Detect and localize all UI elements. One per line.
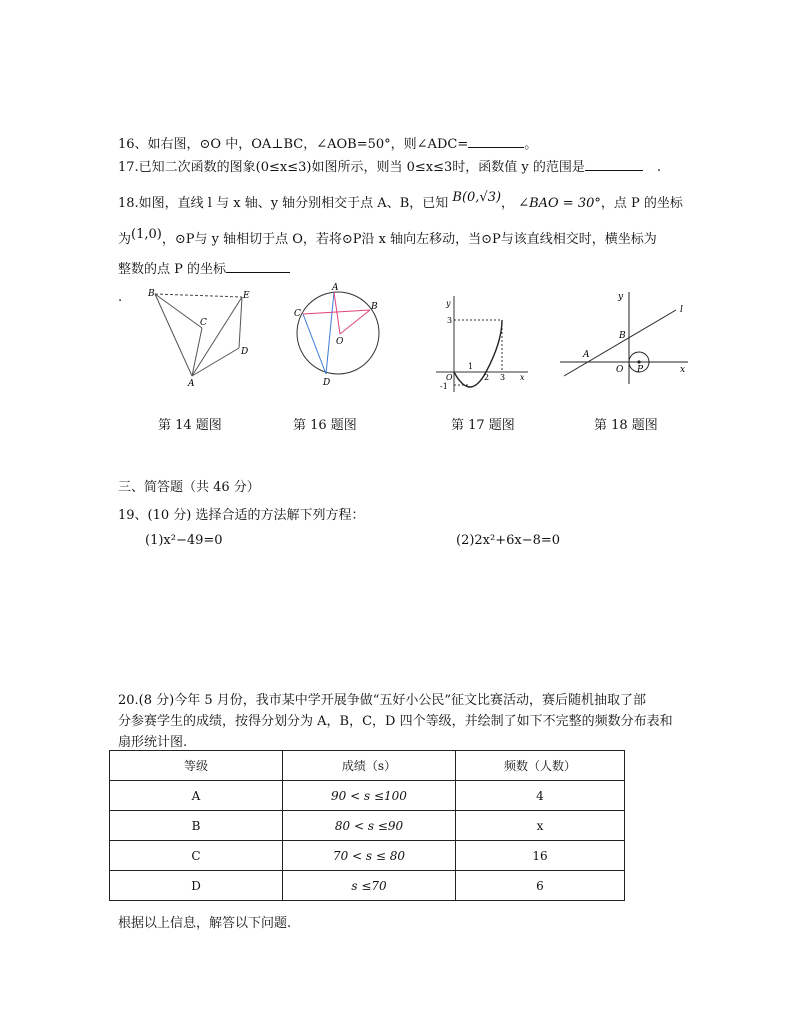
question-18-line3 bbox=[118, 259, 290, 279]
figure-14 bbox=[140, 284, 260, 388]
fig16-circle bbox=[297, 292, 379, 374]
table-row bbox=[110, 811, 625, 841]
table-row bbox=[110, 871, 625, 901]
q18-answer-blank[interactable] bbox=[226, 259, 290, 273]
table-header: 等级 bbox=[110, 751, 283, 781]
fig17-caption: 第 17 题图 bbox=[451, 418, 515, 433]
q19-title: 19、(10 分) 选择合适的方法解下列方程： bbox=[118, 508, 365, 523]
fig14-ba bbox=[155, 294, 192, 376]
q18-b-point: B(0,√3) bbox=[452, 190, 502, 205]
fig16-bo bbox=[340, 310, 370, 334]
fig16-ad bbox=[326, 292, 334, 374]
fig18-caption: 第 18 题图 bbox=[594, 418, 658, 433]
table-cell: s ≤70 bbox=[283, 871, 456, 901]
fig17-label-2: 2 bbox=[484, 373, 490, 382]
fig14-label-c: C bbox=[200, 318, 207, 328]
fig14-bc bbox=[155, 294, 202, 328]
table-row bbox=[110, 841, 625, 871]
fig14-ea bbox=[192, 297, 242, 376]
fig14-label-a: A bbox=[188, 379, 195, 388]
fig18-label-y: y bbox=[618, 292, 624, 302]
table-cell: 16 bbox=[456, 841, 625, 871]
table-cell: 80 < s ≤90 bbox=[283, 811, 456, 841]
question-16 bbox=[118, 134, 537, 154]
figure-16 bbox=[290, 282, 386, 392]
fig16-label-b: B bbox=[371, 302, 378, 312]
fig16-label-c: C bbox=[294, 309, 301, 319]
fig18-label-l: l bbox=[680, 305, 683, 315]
table-cell: 6 bbox=[456, 871, 625, 901]
fig17-label-x: x bbox=[520, 373, 525, 382]
q18-angle: ∠BAO = 30° bbox=[518, 196, 601, 211]
q18-text-e: 整数的点 P 的坐标 bbox=[118, 262, 227, 277]
q16-text: 16、如右图，⊙O 中，OA⊥BC，∠AOB=50°，则∠ADC= bbox=[118, 137, 469, 152]
fig16-cd bbox=[303, 314, 326, 374]
q16-end: 。 bbox=[524, 137, 538, 152]
fig16-ao bbox=[334, 292, 340, 334]
q17-answer-blank[interactable] bbox=[585, 157, 643, 171]
q16-answer-blank[interactable] bbox=[468, 134, 524, 148]
fig17-label-3x: 3 bbox=[500, 373, 506, 382]
q18-text-b: ，点 P 的坐标 bbox=[600, 196, 683, 211]
question-18-line1: 18.如图，直线 l 与 x 轴、y 轴分别相交于点 A、B，已知 B(0,√3)， ∠BAO = 30°，点 P 的坐标 bbox=[118, 190, 683, 211]
q18-text-c: 为 bbox=[118, 232, 132, 247]
table-cell: 90 < s ≤100 bbox=[283, 781, 456, 811]
q18-text-a: 18.如图，直线 l 与 x 轴、y 轴分别相交于点 A、B，已知 bbox=[118, 196, 449, 211]
fig14-label-b: B bbox=[148, 289, 155, 299]
q20-line2: 分参赛学生的成绩，按得分划分为 A，B，C，D 四个等级，并绘制了如下不完整的频数分布表和 bbox=[118, 714, 673, 729]
table-header-row bbox=[110, 751, 625, 781]
fig17-label-3y: 3 bbox=[447, 316, 453, 325]
fig14-label-d: D bbox=[241, 347, 249, 357]
fig18-label-o: O bbox=[616, 365, 624, 375]
q20-after: 根据以上信息，解答以下问题. bbox=[118, 916, 292, 931]
fig14-da bbox=[192, 348, 239, 376]
fig18-label-p: P bbox=[637, 365, 644, 375]
fig17-label-neg1: -1 bbox=[440, 382, 448, 391]
fig16-label-a: A bbox=[332, 283, 339, 293]
fig18-point-p bbox=[637, 360, 640, 363]
q17-end: . bbox=[656, 160, 662, 175]
fig16-label-d: D bbox=[323, 378, 331, 388]
q19-part1: (1)x²−49=0 bbox=[145, 533, 223, 548]
table-header: 成绩（s） bbox=[283, 751, 456, 781]
figure-17 bbox=[432, 296, 532, 396]
table-cell: B bbox=[110, 811, 283, 841]
fig17-label-y: y bbox=[446, 299, 451, 308]
fig14-label-e: E bbox=[243, 291, 250, 301]
fig14-be-dashed bbox=[155, 294, 242, 297]
table-row bbox=[110, 781, 625, 811]
question-17 bbox=[118, 157, 661, 177]
fig18-label-b: B bbox=[619, 331, 626, 341]
table-cell: C bbox=[110, 841, 283, 871]
fig16-caption: 第 16 题图 bbox=[293, 418, 357, 433]
table-cell: D bbox=[110, 871, 283, 901]
table-header: 频数（人数） bbox=[456, 751, 625, 781]
fig16-label-o: O bbox=[336, 337, 344, 347]
table-cell: A bbox=[110, 781, 283, 811]
table-cell: 4 bbox=[456, 781, 625, 811]
fig14-ed bbox=[239, 297, 242, 348]
fig17-label-1: 1 bbox=[468, 362, 474, 371]
frequency-table bbox=[109, 750, 625, 901]
q18-text-d: ，⊙P与 y 轴相切于点 O，若将⊙P沿 x 轴向左移动，当⊙P与该直线相交时，横坐标为 bbox=[161, 232, 657, 247]
fig17-label-o: O bbox=[446, 373, 453, 382]
q18-dot: . bbox=[118, 290, 123, 305]
q20-line1: 20.(8 分)今年 5 月份，我市某中学开展争做“五好小公民”征文比赛活动，赛后随机抽取了部 bbox=[118, 693, 647, 708]
question-18-line2 bbox=[118, 227, 657, 249]
section-3-title: 三、简答题（共 46 分） bbox=[118, 480, 260, 495]
fig17-parabola bbox=[454, 320, 502, 387]
table-cell: x bbox=[456, 811, 625, 841]
figure-18 bbox=[556, 290, 692, 386]
fig18-label-a: A bbox=[583, 350, 590, 360]
fig14-caption: 第 14 题图 bbox=[158, 418, 222, 433]
q20-line3: 扇形统计图. bbox=[118, 735, 188, 750]
q18-p-coord: (1,0) bbox=[131, 227, 162, 242]
q17-text: 17.已知二次函数的图象(0≤x≤3)如图所示，则当 0≤x≤3时，函数值 y 的范围是 bbox=[118, 160, 585, 175]
table-cell: 70 < s ≤ 80 bbox=[283, 841, 456, 871]
fig18-label-x: x bbox=[680, 365, 686, 375]
q19-part2: (2)2x²+6x−8=0 bbox=[456, 533, 561, 548]
